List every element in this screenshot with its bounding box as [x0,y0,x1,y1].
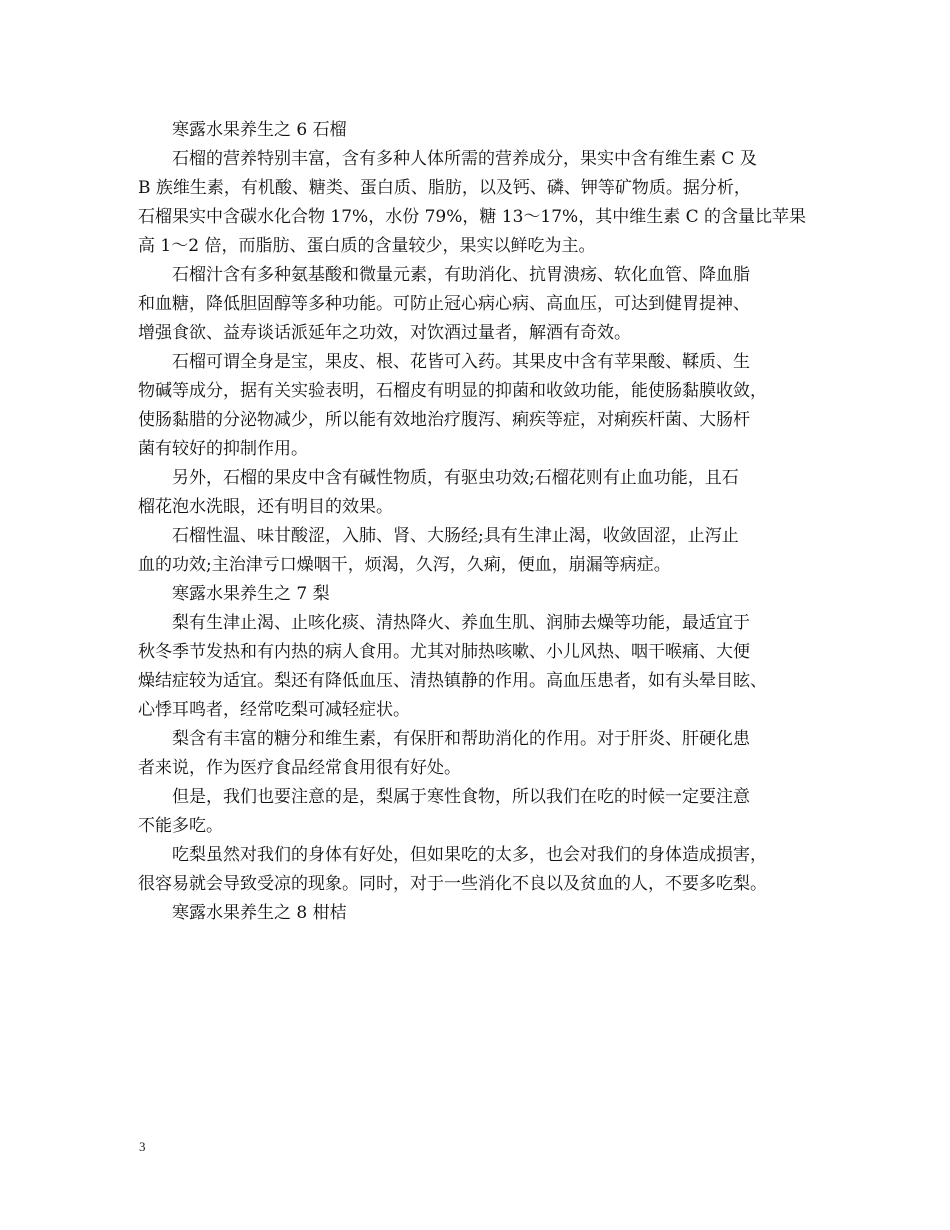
section-heading: 寒露水果养生之 8 柑桔 [172,903,347,923]
paragraph-line: 石榴的营养特别丰富，含有多种人体所需的营养成分，果实中含有维生素 C 及 [172,149,757,169]
page-number: 3 [139,1139,146,1154]
paragraph-line: 不能多吃。 [138,816,223,836]
paragraph-line: 心悸耳鸣者，经常吃梨可减轻症状。 [138,700,410,720]
paragraph-line: 很容易就会导致受凉的现象。同时，对于一些消化不良以及贫血的人，不要多吃梨。 [138,874,767,894]
paragraph-line: 但是，我们也要注意的是，梨属于寒性食物，所以我们在吃的时候一定要注意 [172,787,750,807]
paragraph-line: B 族维生素，有机酸、糖类、蛋白质、脂肪，以及钙、磷、钾等矿物质。据分析， [138,178,751,198]
paragraph-line: 血的功效;主治津亏口燥咽干，烦渴，久泻，久痢，便血，崩漏等病症。 [138,555,671,575]
paragraph-line: 石榴性温、味甘酸涩，入肺、肾、大肠经;具有生津止渴，收敛固涩，止泻止 [172,526,739,546]
document-body [138,116,816,928]
paragraph-line: 增强食欲、益寿谈话派延年之功效，对饮酒过量者，解酒有奇效。 [138,323,631,343]
paragraph-line: 另外，石榴的果皮中含有碱性物质，有驱虫功效;石榴花则有止血功能，且石 [172,468,739,488]
paragraph-line: 和血糖，降低胆固醇等多种功能。可防止冠心病心病、高血压，可达到健胃提神、 [138,294,750,314]
paragraph-line: 者来说，作为医疗食品经常食用很有好处。 [138,758,461,778]
section-heading: 寒露水果养生之 7 梨 [172,584,330,604]
paragraph-line: 石榴可谓全身是宝，果皮、根、花皆可入药。其果皮中含有苹果酸、鞣质、生 [172,352,750,372]
paragraph-line: 梨含有丰富的糖分和维生素，有保肝和帮助消化的作用。对于肝炎、肝硬化患 [172,729,750,749]
section-heading: 寒露水果养生之 6 石榴 [172,120,347,140]
paragraph-line: 梨有生津止渴、止咳化痰、清热降火、养血生肌、润肺去燥等功能，最适宜于 [172,613,750,633]
paragraph-line: 燥结症较为适宜。梨还有降低血压、清热镇静的作用。高血压患者，如有头晕目眩、 [138,671,767,691]
paragraph-line: 石榴汁含有多种氨基酸和微量元素，有助消化、抗胃溃疡、软化血管、降血脂 [172,265,750,285]
paragraph-line: 秋冬季节发热和有内热的病人食用。尤其对肺热咳嗽、小儿风热、咽干喉痛、大便 [138,642,750,662]
paragraph-line: 吃梨虽然对我们的身体有好处，但如果吃的太多，也会对我们的身体造成损害， [172,845,767,865]
paragraph-line: 使肠黏腊的分泌物减少，所以能有效地治疗腹泻、痢疾等症，对痢疾杆菌、大肠杆 [138,410,750,430]
paragraph-line: 菌有较好的抑制作用。 [138,439,308,459]
paragraph-line: 石榴果实中含碳水化合物 17%，水份 79%，糖 13～17%，其中维生素 C 的含量比苹果 [138,207,807,227]
paragraph-line: 高 1～2 倍，而脂肪、蛋白质的含量较少，果实以鲜吃为主。 [138,236,596,256]
paragraph-line: 物碱等成分，据有关实验表明，石榴皮有明显的抑菌和收敛功能，能使肠黏膜收敛， [138,381,767,401]
paragraph-line: 榴花泡水洗眼，还有明目的效果。 [138,497,393,517]
